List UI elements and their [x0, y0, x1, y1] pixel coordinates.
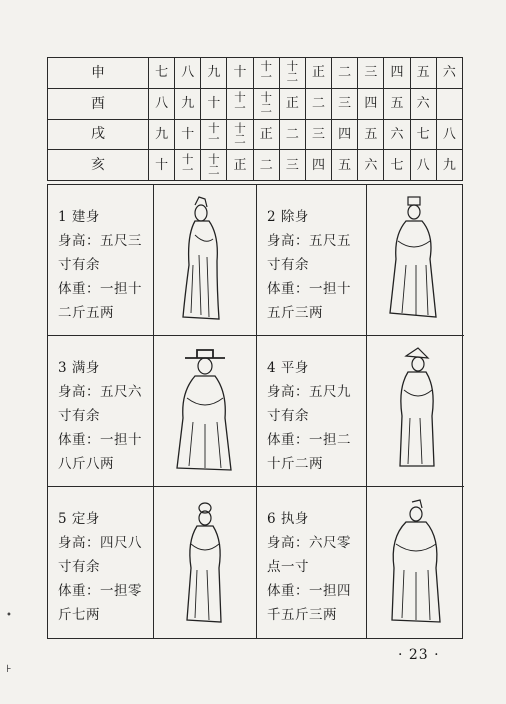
entry-weight-cont: 斤七两 [58, 607, 100, 623]
month-cell: 正 [253, 119, 279, 150]
month-cell: 七 [384, 150, 410, 181]
month-cell: 十 [227, 58, 253, 89]
entry-1-desc [48, 185, 154, 336]
month-cell: 六 [436, 58, 462, 89]
month-cell: 八 [436, 119, 462, 150]
branch-month-table [47, 57, 463, 181]
branch-label: 戌 [48, 119, 149, 150]
month-cell: 二 [279, 119, 305, 150]
entry-weight-cont: 二斤五两 [58, 305, 114, 321]
month-cell: 十 [175, 119, 201, 150]
scan-speck-icon: ⊦ [6, 664, 12, 675]
month-cell: 九 [201, 58, 227, 89]
body-type-grid [47, 184, 463, 639]
entry-weight: 体重：一担四 [267, 583, 351, 599]
official-hat-figure-icon [165, 346, 245, 476]
entry-3-desc [48, 336, 154, 487]
month-cell: 十 [149, 150, 175, 181]
entry-title: 5 定身 [58, 511, 100, 527]
entry-height-cont: 寸有余 [58, 257, 100, 273]
entry-4-figure [367, 336, 464, 487]
month-cell: 五 [358, 119, 384, 150]
entry-2-desc [257, 185, 367, 336]
robed-figure-icon [165, 195, 245, 325]
month-cell: 十 二 [279, 58, 305, 89]
month-cell: 十 一 [227, 88, 253, 119]
entry-weight-cont: 十斤二两 [267, 456, 323, 472]
scan-speck-icon: • [6, 610, 12, 621]
month-cell: 二 [253, 150, 279, 181]
entry-weight: 体重：一担十 [58, 432, 142, 448]
table-row [48, 150, 463, 181]
month-cell: 正 [305, 58, 331, 89]
entry-title: 6 执身 [267, 511, 309, 527]
month-cell: 十 一 [201, 119, 227, 150]
month-cell: 十 一 [253, 58, 279, 89]
entry-weight: 体重：一担十 [58, 281, 142, 297]
entry-height-cont: 点一寸 [267, 559, 309, 575]
month-cell: 九 [149, 119, 175, 150]
entry-height-cont: 寸有余 [267, 408, 309, 424]
month-cell: 四 [358, 88, 384, 119]
table-row [48, 88, 463, 119]
branch-label: 亥 [48, 150, 149, 181]
entry-weight-cont: 五斤三两 [267, 305, 323, 321]
entry-1-figure [154, 185, 257, 336]
entry-weight-cont: 八斤八两 [58, 456, 114, 472]
month-cell: 正 [227, 150, 253, 181]
entry-height: 身高：五尺五 [267, 233, 351, 249]
robed-figure-icon [376, 195, 456, 325]
entry-height: 身高：六尺零 [267, 535, 351, 551]
entry-3-figure [154, 336, 257, 487]
entry-6-desc [257, 487, 367, 638]
month-cell: 八 [175, 58, 201, 89]
month-cell: 六 [358, 150, 384, 181]
month-cell: 十 二 [253, 88, 279, 119]
month-cell: 十 二 [227, 119, 253, 150]
entry-weight: 体重：一担十 [267, 281, 351, 297]
robed-figure-icon [376, 346, 456, 476]
entry-height: 身高：五尺九 [267, 384, 351, 400]
entry-title: 4 平身 [267, 360, 309, 376]
month-cell: 五 [384, 88, 410, 119]
month-cell: 六 [410, 88, 436, 119]
entry-5-figure [154, 487, 257, 638]
month-cell: 二 [332, 58, 358, 89]
month-cell: 九 [436, 150, 462, 181]
entry-title: 3 满身 [58, 360, 100, 376]
month-cell: 五 [332, 150, 358, 181]
month-cell: 十 [201, 88, 227, 119]
month-cell: 七 [149, 58, 175, 89]
entry-weight-cont: 千五斤三两 [267, 607, 337, 623]
entry-height: 身高：四尺八 [58, 535, 142, 551]
robed-figure-icon [165, 498, 245, 628]
entry-height-cont: 寸有余 [267, 257, 309, 273]
month-cell: 正 [279, 88, 305, 119]
entry-weight: 体重：一担零 [58, 583, 142, 599]
month-cell: 二 [305, 88, 331, 119]
table-row [48, 119, 463, 150]
entry-height: 身高：五尺六 [58, 384, 142, 400]
entry-height-cont: 寸有余 [58, 408, 100, 424]
entry-weight: 体重：一担二 [267, 432, 351, 448]
month-cell: 八 [149, 88, 175, 119]
entry-height: 身高：五尺三 [58, 233, 142, 249]
month-cell: 四 [332, 119, 358, 150]
month-cell: 三 [305, 119, 331, 150]
month-cell: 七 [410, 119, 436, 150]
branch-label: 酉 [48, 88, 149, 119]
month-cell: 八 [410, 150, 436, 181]
entry-title: 2 除身 [267, 209, 309, 225]
month-cell [436, 88, 462, 119]
entry-height-cont: 寸有余 [58, 559, 100, 575]
entry-4-desc [257, 336, 367, 487]
entry-6-figure [367, 487, 464, 638]
month-cell: 五 [410, 58, 436, 89]
month-cell: 三 [332, 88, 358, 119]
entry-5-desc [48, 487, 154, 638]
month-cell: 十 一 [175, 150, 201, 181]
branch-label: 申 [48, 58, 149, 89]
month-cell: 四 [384, 58, 410, 89]
month-cell: 十 二 [201, 150, 227, 181]
month-cell: 三 [358, 58, 384, 89]
month-cell: 六 [384, 119, 410, 150]
robed-figure-icon [376, 498, 456, 628]
table-row [48, 58, 463, 89]
entry-2-figure [367, 185, 464, 336]
month-cell: 九 [175, 88, 201, 119]
month-cell: 四 [305, 150, 331, 181]
page-number: · 23 · [398, 647, 440, 663]
month-cell: 三 [279, 150, 305, 181]
entry-title: 1 建身 [58, 209, 100, 225]
